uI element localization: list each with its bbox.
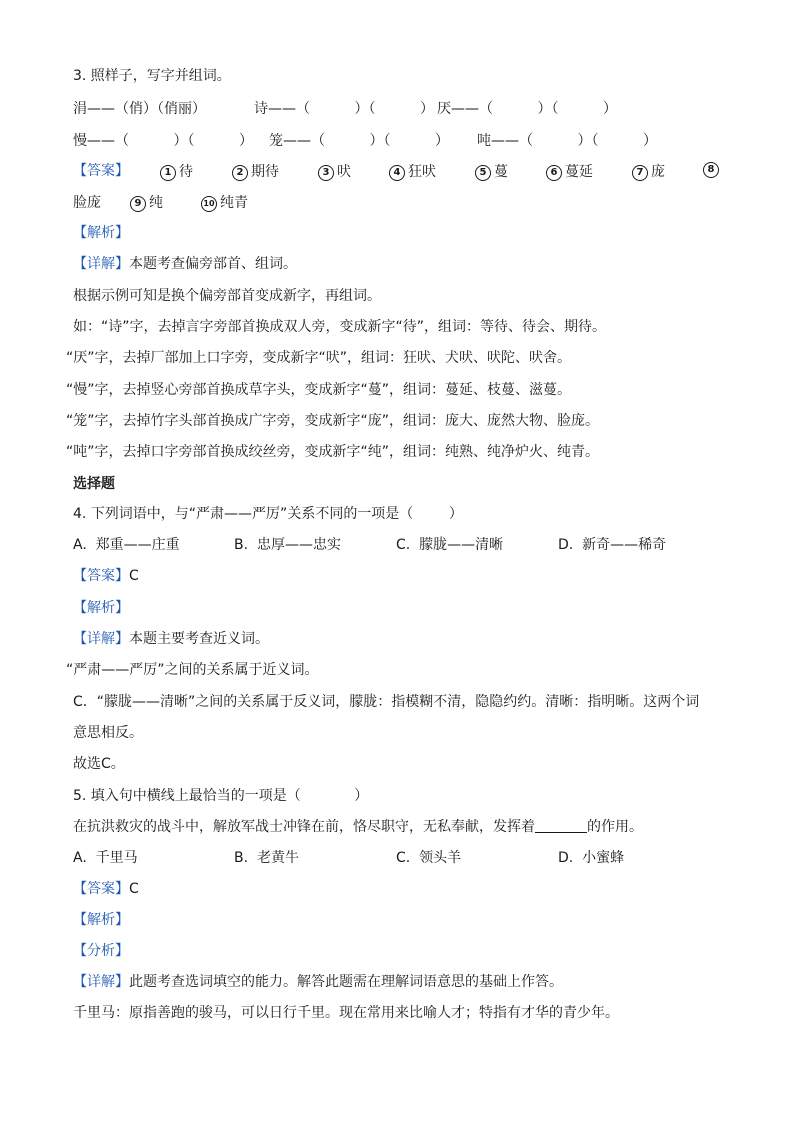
q5-option-c: C. 领头羊 (396, 850, 462, 866)
q4-option-c: C. 朦胧——清晰 (396, 537, 504, 553)
circled-number: 9 (130, 196, 146, 212)
sentence-before: 在抗洪救灾的战斗中，解放军战士冲锋在前，恪尽职守，无私奉献，发挥着 (73, 819, 535, 835)
detail-text: 本题主要考查近义词。 (129, 631, 269, 647)
answer-value: C (129, 881, 139, 897)
detail-line (73, 972, 563, 992)
fenxi-label: 【分析】 (73, 943, 129, 959)
answer-item (632, 161, 665, 181)
analysis-label: 【解析】 (73, 225, 129, 241)
answer-text: 期待 (251, 164, 279, 180)
explanation-line: “笼”字，去掉竹字头部首换成广字旁，变成新字“庞”，组词：庞大、庞然大物、脸庞。 (66, 413, 600, 429)
q3-item-5: 笼——（ ）（ ） (269, 133, 450, 149)
answer-item (232, 161, 279, 181)
answer-item (318, 161, 351, 181)
circled-number: 10 (201, 196, 217, 212)
q5-stem: 5. 填入句中横线上最恰当的一项是（ ） (73, 788, 369, 804)
explanation-line: “吨”字，去掉口字旁部首换成绞丝旁，变成新字“纯”，组词：纯熟、纯净炉火、纯青。 (66, 444, 600, 460)
q4-stem: 4. 下列词语中，与“严肃——严厉”关系不同的一项是（ ） (73, 506, 463, 522)
circled-number: 3 (318, 165, 334, 181)
answer-text: 狂吠 (408, 164, 436, 180)
answer-item (703, 161, 722, 178)
explanation-line: C．“朦胧——清晰”之间的关系属于反义词，朦胧：指模糊不清，隐隐约约。清晰：指明晰。这两个词 (73, 694, 700, 710)
detail-text: 此题考查选词填空的能力。解答此题需在理解词语意思的基础上作答。 (129, 974, 563, 990)
section-title: 选择题 (73, 476, 115, 492)
circled-number: 1 (160, 165, 176, 181)
q4-option-b: B. 忠厚——忠实 (234, 537, 341, 553)
answer-text: 吠 (337, 164, 351, 180)
q3-item-6: 吨——（ ）（ ） (477, 133, 658, 149)
answer-item (130, 192, 163, 212)
explanation-line: 意思相反。 (73, 725, 143, 741)
analysis-label: 【解析】 (73, 600, 129, 616)
answer-item (546, 161, 593, 181)
q5-answer-line (73, 879, 139, 899)
circled-number: 7 (632, 165, 648, 181)
answer-text: 庞 (651, 164, 665, 180)
answer-label: 【答案】 (73, 881, 129, 897)
explanation-line: 千里马：原指善跑的骏马，可以日行千里。现在常用来比喻人才；特指有才华的青少年。 (73, 1005, 619, 1021)
answer-value: C (129, 568, 139, 584)
detail-line (73, 254, 297, 274)
circled-number: 4 (389, 165, 405, 181)
q4-option-a: A. 郑重——庄重 (73, 537, 180, 553)
analysis-label: 【解析】 (73, 912, 129, 928)
answer-text: 蔓延 (565, 164, 593, 180)
answer-text: 纯 (149, 195, 163, 211)
detail-line (73, 629, 269, 649)
explanation-line: “慢”字，去掉竖心旁部首换成草字头，变成新字“蔓”，组词：蔓延、枝蔓、滋蔓。 (66, 382, 572, 398)
sentence-after: 的作用。 (587, 819, 643, 835)
q5-sentence (73, 817, 643, 837)
q5-option-d: D. 小蜜蜂 (558, 850, 625, 866)
circled-number: 2 (232, 165, 248, 181)
answer-item (201, 192, 248, 212)
q3-item-2: 诗——（ ）（ ） (254, 101, 435, 117)
q3-item-4: 慢——（ ）（ ） (73, 133, 254, 149)
answer-text: 脸庞 (73, 195, 101, 211)
detail-label: 【详解】 (73, 631, 129, 647)
answer-text: 蔓 (494, 164, 508, 180)
detail-label: 【详解】 (73, 256, 129, 272)
q3-stem: 3. 照样子，写字并组词。 (73, 68, 231, 84)
q4-answer-line (73, 566, 139, 586)
answer-label: 【答案】 (73, 163, 129, 179)
detail-text: 本题考查偏旁部首、组词。 (129, 256, 297, 272)
answer-text: 待 (179, 164, 193, 180)
q5-option-a: A. 千里马 (73, 850, 138, 866)
answer-text: 纯青 (220, 195, 248, 211)
answer-label: 【答案】 (73, 568, 129, 584)
detail-label: 【详解】 (73, 974, 129, 990)
fill-blank (535, 818, 587, 833)
answer-item (160, 161, 193, 181)
q3-item-3: 厌——（ ）（ ） (437, 101, 618, 117)
explanation-line: 故选C。 (73, 756, 125, 772)
answer-item (475, 161, 508, 181)
q5-option-b: B. 老黄牛 (234, 850, 299, 866)
answer-item (389, 161, 436, 181)
circled-number: 5 (475, 165, 491, 181)
explanation-line: “严肃——严厉”之间的关系属于近义词。 (66, 662, 319, 678)
q4-option-d: D. 新奇——稀奇 (558, 537, 667, 553)
circled-number: 6 (546, 165, 562, 181)
circled-number: 8 (703, 162, 719, 178)
explanation-line: “厌”字，去掉厂部加上口字旁，变成新字“吠”，组词：狂吠、犬吠、吠陀、吠舍。 (66, 350, 572, 366)
explanation-line: 如：“诗”字，去掉言字旁部首换成双人旁，变成新字“待”，组词：等待、待会、期待。 (73, 319, 607, 335)
q3-item-1: 涓——（俏）（俏丽） (73, 101, 206, 117)
explanation-line: 根据示例可知是换个偏旁部首变成新字，再组词。 (73, 288, 381, 304)
